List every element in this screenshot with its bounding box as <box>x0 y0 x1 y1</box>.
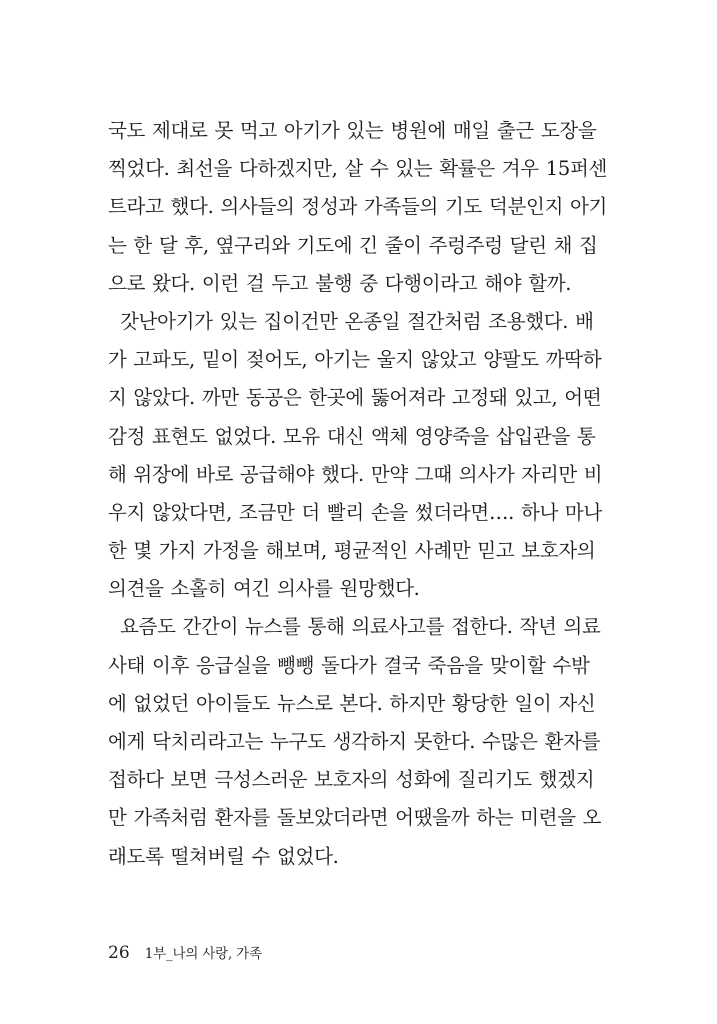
text-line: 국도 제대로 못 먹고 아기가 있는 병원에 매일 출근 도장을 <box>108 119 597 142</box>
text-line: 접하다 보면 극성스러운 보호자의 성화에 질리기도 했겠지 <box>108 768 595 792</box>
page-footer <box>108 942 262 963</box>
text-line: 가 고파도, 밑이 젖어도, 아기는 울지 않았고 양팔도 까딱하 <box>108 348 602 372</box>
text-line: 만 가족처럼 환자를 돌보았더라면 어땠을까 하는 미련을 오 <box>108 806 602 830</box>
paragraph-start-line: 요즘도 간간이 뉴스를 통해 의료사고를 접한다. 작년 의료 <box>120 615 601 639</box>
text-line: 트라고 했다. 의사들의 정성과 가족들의 기도 덕분인지 아기 <box>108 195 608 219</box>
text-line: 찍었다. 최선을 다하겠지만, 살 수 있는 확률은 겨우 15퍼센 <box>108 157 608 181</box>
text-line: 래도록 떨쳐버릴 수 없었다. <box>108 844 339 868</box>
text-line: 의견을 소홀히 여긴 의사를 원망했다. <box>108 577 420 601</box>
text-line: 으로 왔다. 이런 걸 두고 불행 중 다행이라고 해야 할까. <box>108 271 572 295</box>
running-head: 1부_나의 사랑, 가족 <box>144 946 262 962</box>
page-number: 26 <box>108 943 130 963</box>
text-line: 에 없었던 아이들도 뉴스로 본다. 하지만 황당한 일이 자신 <box>108 691 596 715</box>
text-line: 감정 표현도 없었다. 모유 대신 액체 영양죽을 삽입관을 통 <box>108 424 596 448</box>
text-line: 우지 않았다면, 조금만 더 빨리 손을 썼더라면…. 하나 마나 <box>108 500 602 524</box>
text-line: 한 몇 가지 가정을 해보며, 평균적인 사례만 믿고 보호자의 <box>108 539 596 563</box>
text-line: 는 한 달 후, 옆구리와 기도에 긴 줄이 주렁주렁 달린 채 집 <box>108 233 598 257</box>
paragraph-start-line: 갓난아기가 있는 집이건만 온종일 절간처럼 조용했다. 배 <box>120 309 594 333</box>
text-line: 해 위장에 바로 공급해야 했다. 만약 그때 의사가 자리만 비 <box>108 462 603 486</box>
text-line: 사태 이후 응급실을 뺑뺑 돌다가 결국 죽음을 맞이할 수밖 <box>108 653 590 677</box>
text-line: 에게 닥치리라고는 누구도 생각하지 못한다. 수많은 환자를 <box>108 730 601 753</box>
body-text <box>108 112 608 876</box>
text-line: 지 않았다. 까만 동공은 한곳에 뚫어져라 고정돼 있고, 어떤 <box>108 386 602 410</box>
